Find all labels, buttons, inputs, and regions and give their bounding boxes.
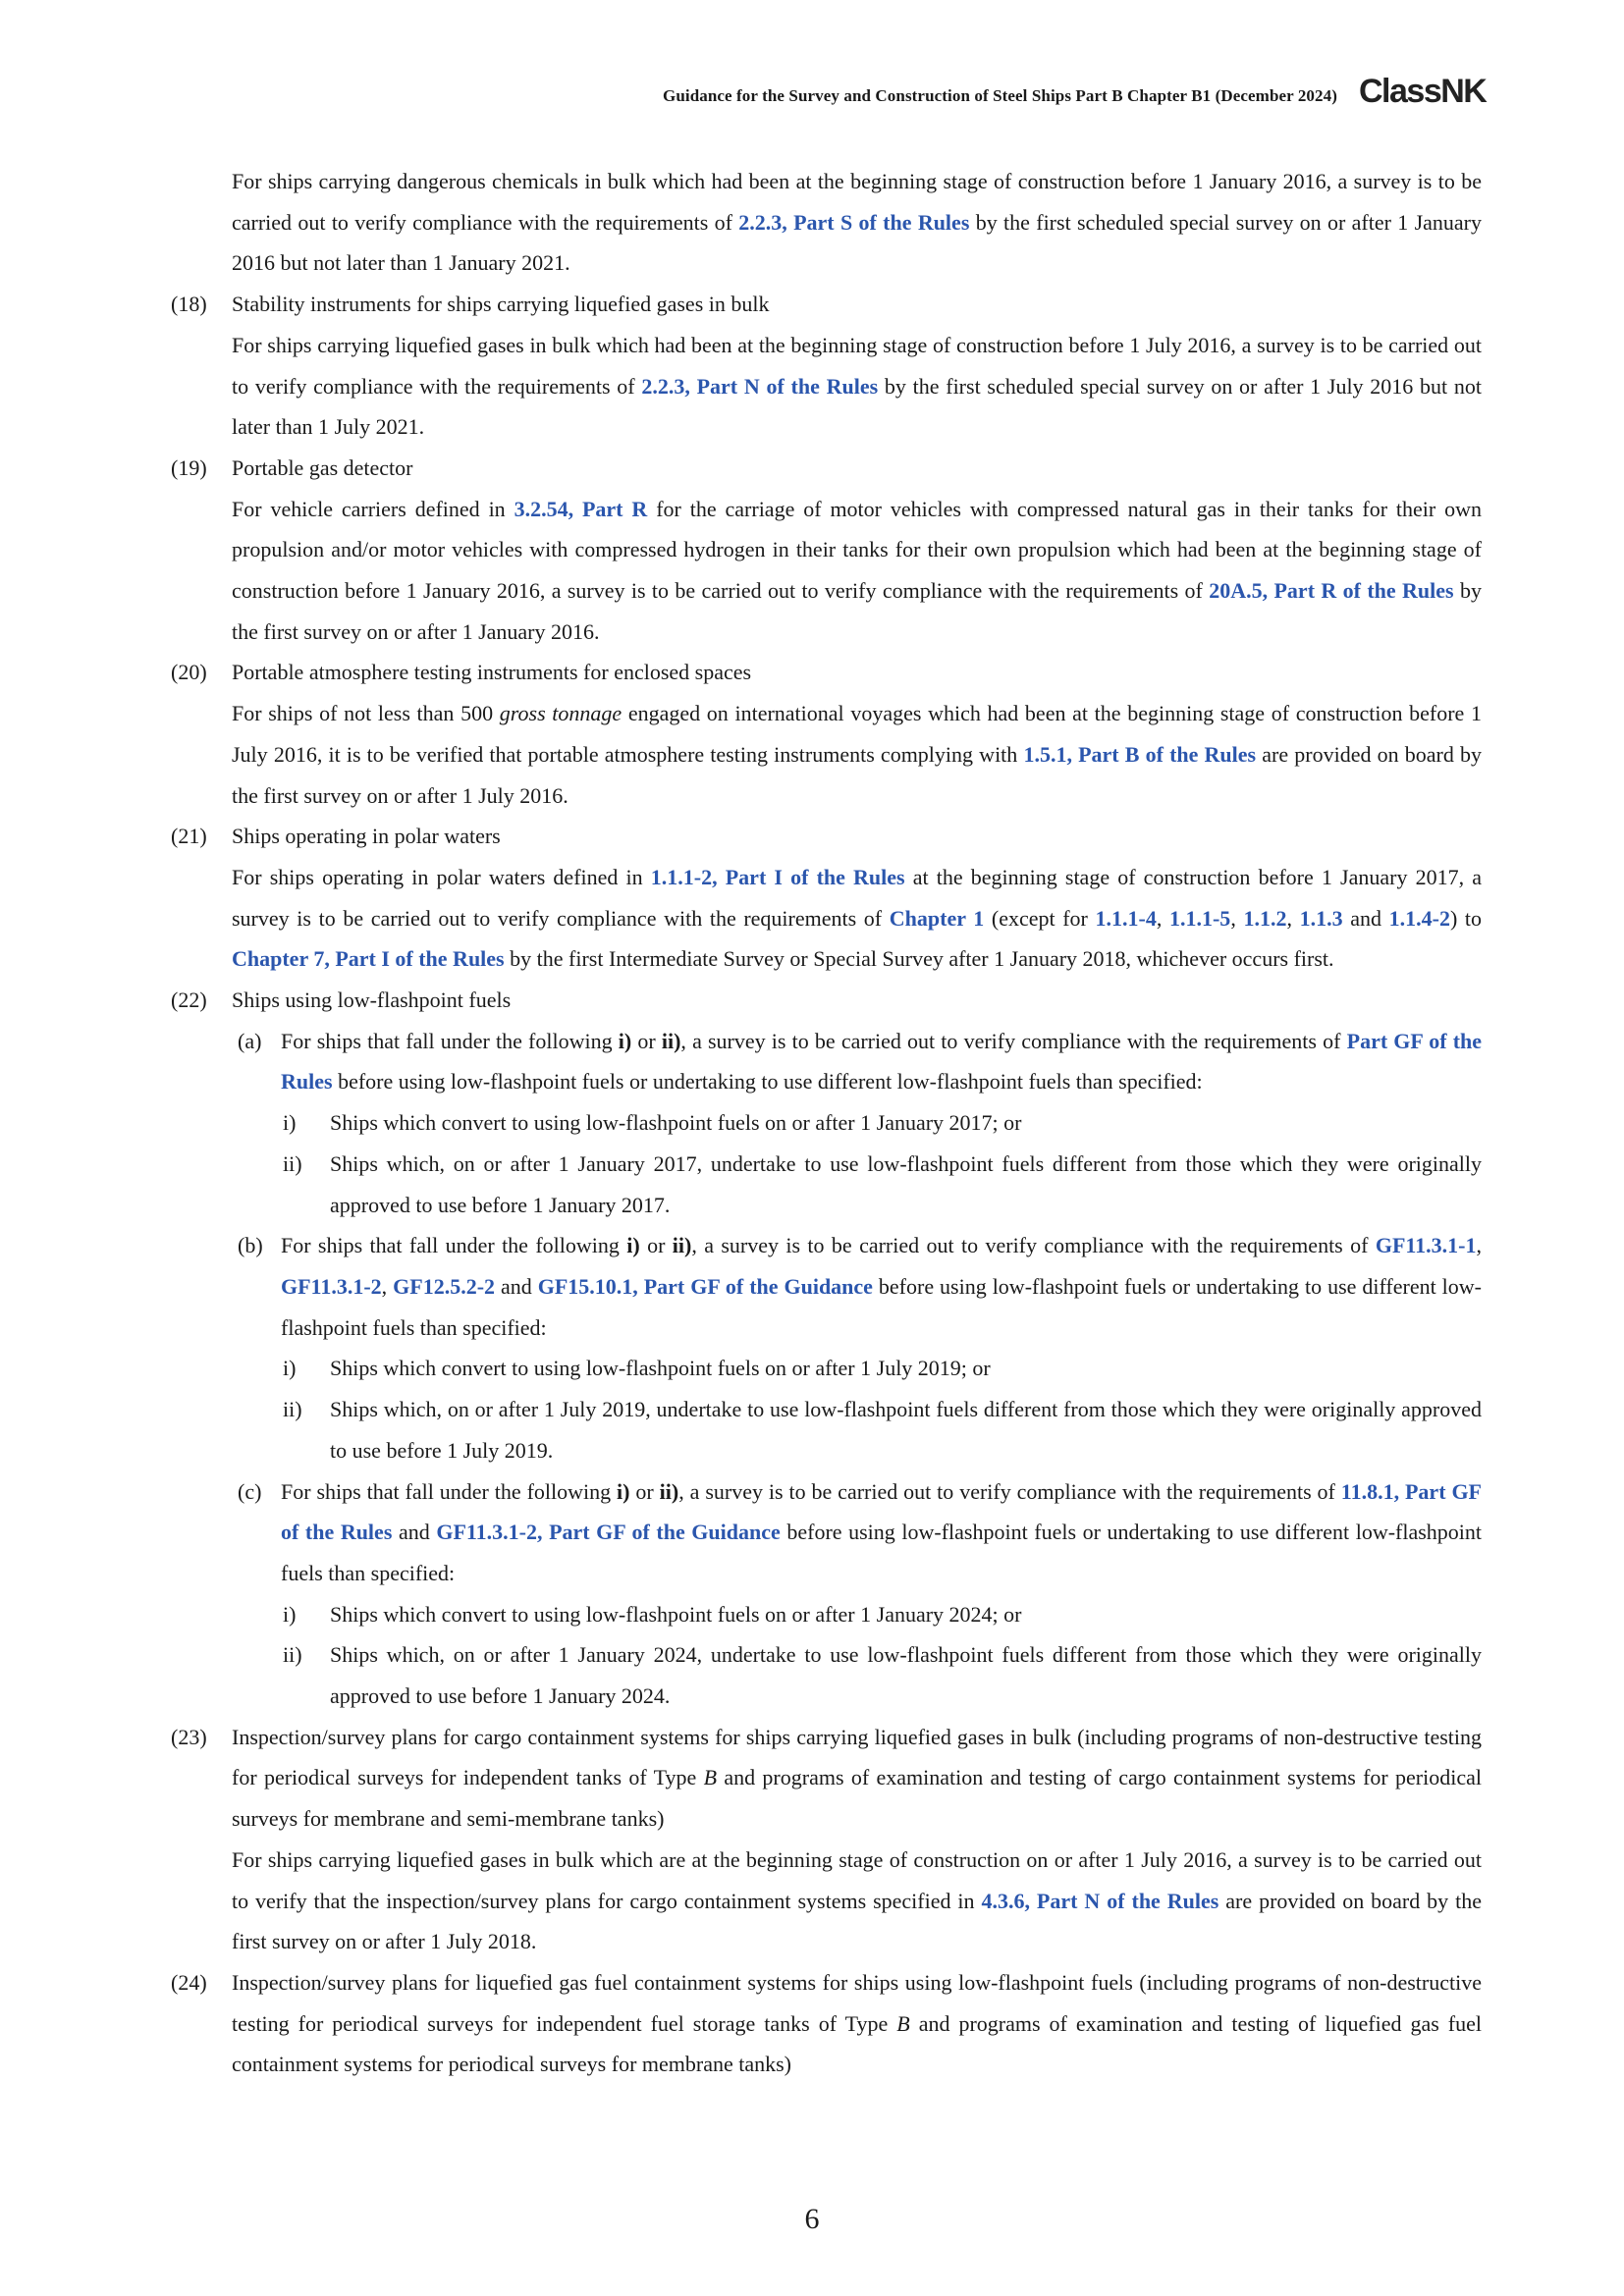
link-chapter-7-part-i[interactable]: Chapter 7, Part I of the Rules (232, 946, 505, 972)
s18-number: (18) (171, 292, 207, 317)
s19-body: For vehicle carriers defined in 3.2.54, Part R for the carriage of motor vehicles with compressed natural gas in their tanks for their own propulsion and/or motor vehicles with compressed hydrogen in their tanks for their own propulsion which had been at the beginning stage of construction before 1 January 2016, a survey is to be carried out to verify compliance with the requirements of 20A.5, Part R of the Rules by the first survey on or after 1 January 2016. (232, 496, 1483, 644)
s22c-item-ii: ii) Ships which, on or after 1 January 2024, undertake to use low-flashpoint fuels different from those which they were originally approved to use before 1 January 2024. (283, 1642, 1482, 1709)
s22b-item-ii: ii) Ships which, on or after 1 July 2019, undertake to use low-flashpoint fuels different from those which they were originally approved to use before 1 July 2019. (283, 1397, 1482, 1463)
link-2-2-3-part-n[interactable]: 2.2.3, Part N of the Rules (641, 373, 879, 399)
link-20a-5-part-r[interactable]: 20A.5, Part R of the Rules (1209, 578, 1454, 604)
link-2-2-3-part-s[interactable]: 2.2.3, Part S of the Rules (738, 209, 970, 235)
s22a-item-ii: ii) Ships which, on or after 1 January 2017, undertake to use low-flashpoint fuels different from those which they were originally approved to use before 1 January 2017. (283, 1150, 1482, 1217)
s23-body: For ships carrying liquefied gases in bulk which are at the beginning stage of construction on or after 1 July 2016, a survey is to be carried out to verify that the inspection/survey plans for cargo containment systems specified in 4.3.6, Part N of the Rules are provided on board by the first survey on or after 1 July 2018. (232, 1846, 1483, 1954)
link-gf11-3-1-1[interactable]: GF11.3.1-1 (1375, 1233, 1477, 1258)
link-1-1-3[interactable]: 1.1.3 (1299, 905, 1343, 931)
s22b-item-i: i) Ships which convert to using low-flashpoint fuels on or after 1 July 2019; or (283, 1356, 991, 1381)
link-1-1-1-2-part-i[interactable]: 1.1.1-2, Part I of the Rules (650, 864, 905, 889)
page-header (0, 75, 1624, 114)
s22a-body: (a) For ships that fall under the following i) or ii), a survey is to be carried out to verify compliance with the requirements of Part GF of the Rules before using low-flashpoint fuels or undertaking to use different low-flashpoint fuels than specified: (281, 1021, 1482, 1102)
link-4-3-6-part-n[interactable]: 4.3.6, Part N of the Rules (981, 1888, 1219, 1913)
s20-title: (20) Portable atmosphere testing instruments for enclosed spaces (232, 652, 1482, 693)
link-3-2-54-part-r[interactable]: 3.2.54, Part R (514, 496, 648, 521)
s22c-number: (c) (238, 1478, 262, 1504)
classnk-logo: ClassNK (1359, 73, 1487, 110)
link-1-1-1-4[interactable]: 1.1.1-4 (1095, 905, 1157, 931)
link-gf11-3-1-2[interactable]: GF11.3.1-2 (281, 1273, 382, 1299)
link-1-1-1-5[interactable]: 1.1.1-5 (1168, 905, 1231, 931)
s20-number: (20) (171, 660, 207, 685)
link-gf15-10-1-guidance[interactable]: GF15.10.1, Part GF of the Guidance (537, 1273, 873, 1299)
s24-title: (24) Inspection/survey plans for liquefied gas fuel containment systems for ships using low-flashpoint fuels (including programs of non-destructive testing for periodical surveys for independent fuel storage tanks of Type B and programs of examination and testing of liquefied gas fuel containment systems for periodical surveys for membrane tanks) (232, 1962, 1482, 2085)
s23-title: (23) Inspection/survey plans for cargo containment systems for ships carrying liquefied gases in bulk (including programs of non-destructive testing for periodical surveys for independent tanks of Type B and programs of examination and testing of cargo containment systems for periodical surveys for membrane and semi-membrane tanks) (232, 1717, 1482, 1840)
s18-body: For ships carrying liquefied gases in bulk which had been at the beginning stage of construction before 1 July 2016, a survey is to be carried out to verify compliance with the requirements of 2.2.3, Part N of the Rules by the first scheduled special survey on or after 1 July 2016 but not later than 1 July 2021. (232, 332, 1482, 440)
header-title: Guidance for the Survey and Construction of Steel Ships Part B Chapter B1 (December 2024) (663, 86, 1337, 105)
s17-body: For ships carrying dangerous chemicals in bulk which had been at the beginning stage of construction before 1 January 2016, a survey is to be carried out to verify compliance with the requirements of 2.2.3, Part S of the Rules by the first scheduled special survey on or after 1 January 2016 but not later than 1 January 2021. (232, 169, 1482, 276)
s24-number: (24) (171, 1969, 207, 1995)
s22a-item-i: i) Ships which convert to using low-flashpoint fuels on or after 1 January 2017; or (283, 1110, 1022, 1136)
s22b-body: (b) For ships that fall under the following i) or ii), a survey is to be carried out to verify compliance with the requirements of GF11.3.1-1, GF11.3.1-2, GF12.5.2-2 and GF15.10.1, Part GF of the Guidance before using low-flashpoint fuels or undertaking to use different low-flashpoint fuels than specified: (281, 1225, 1482, 1348)
s19-number: (19) (171, 454, 207, 480)
s21-number: (21) (171, 824, 207, 849)
s22-number: (22) (171, 988, 207, 1013)
page-number: 6 (804, 2203, 820, 2235)
s22c-item-i: i) Ships which convert to using low-flashpoint fuels on or after 1 January 2024; or (283, 1601, 1022, 1627)
document-body (0, 161, 1624, 2085)
s20-body: For ships of not less than 500 gross tonnage engaged on international voyages which had been at the beginning stage of construction before 1 July 2016, it is to be verified that portable atmosphere testing instruments complying with 1.5.1, Part B of the Rules are provided on board by the first survey on or after 1 July 2016. (232, 701, 1482, 808)
s23-number: (23) (171, 1724, 207, 1749)
s22c-body: (c) For ships that fall under the following i) or ii), a survey is to be carried out to verify compliance with the requirements of 11.8.1, Part GF of the Rules and GF11.3.1-2, Part GF of the Guidance before using low-flashpoint fuels or undertaking to use different low-flashpoint fuels than specified: (281, 1471, 1482, 1594)
s18-title: (18) Stability instruments for ships carrying liquefied gases in bulk (232, 284, 1482, 325)
link-gf12-5-2-2[interactable]: GF12.5.2-2 (393, 1273, 496, 1299)
s21-body: For ships operating in polar waters defined in 1.1.1-2, Part I of the Rules at the beginning stage of construction before 1 January 2017, a survey is to be carried out to verify compliance with the requirements of Chapter 1 (except for 1.1.1-4, 1.1.1-5, 1.1.2, 1.1.3 and 1.1.4-2) to Chapter 7, Part I of the Rules by the first Intermediate Survey or Special Survey after 1 January 2018, whichever occurs first. (232, 864, 1483, 972)
link-gf11-3-1-2-guidance[interactable]: GF11.3.1-2, Part GF of the Guidance (436, 1520, 781, 1545)
s22a-number: (a) (238, 1028, 262, 1053)
link-1-5-1-part-b[interactable]: 1.5.1, Part B of the Rules (1023, 741, 1257, 767)
link-1-1-4-2[interactable]: 1.1.4-2 (1388, 905, 1450, 931)
link-part-gf-rules[interactable]: Part GF of the Rules (281, 1028, 1483, 1095)
s21-title: (21) Ships operating in polar waters (232, 816, 1482, 857)
s22b-number: (b) (238, 1233, 263, 1258)
link-1-1-2[interactable]: 1.1.2 (1243, 905, 1287, 931)
s22-title: (22) Ships using low-flashpoint fuels (232, 980, 1482, 1021)
link-11-8-1-part-gf[interactable]: 11.8.1, Part GF of the Rules (281, 1478, 1482, 1545)
s19-title: (19) Portable gas detector (232, 448, 1482, 489)
link-chapter-1[interactable]: Chapter 1 (889, 905, 985, 931)
